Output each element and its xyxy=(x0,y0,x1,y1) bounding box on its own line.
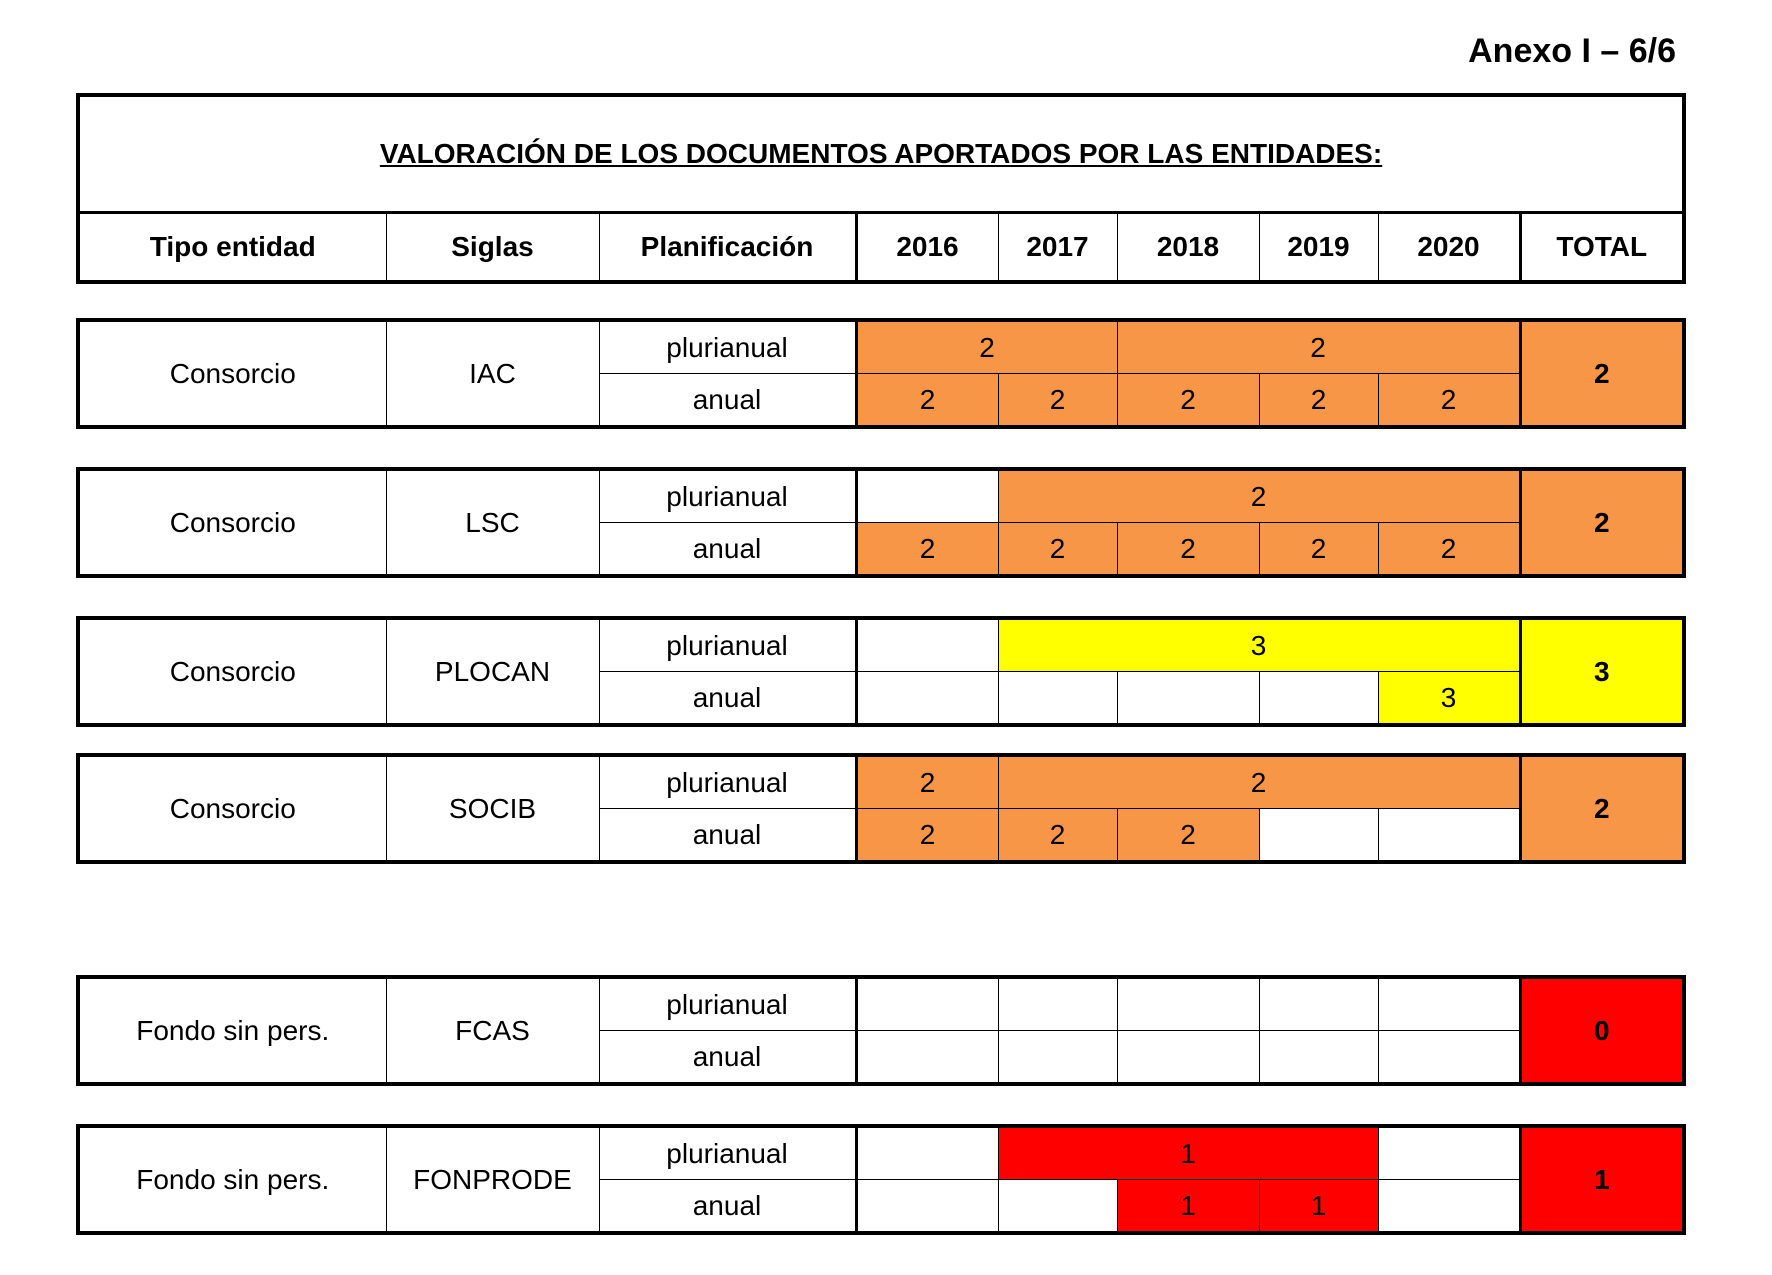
value-cell-anual xyxy=(1378,809,1520,863)
plan-label-plurianual: plurianual xyxy=(599,320,856,374)
value-cell-plurianual: 2 xyxy=(998,755,1520,809)
entity-tipo: Consorcio xyxy=(78,320,386,427)
header-year-2018: 2018 xyxy=(1117,213,1259,283)
entity-tipo: Consorcio xyxy=(78,755,386,862)
value-cell-plurianual: 1 xyxy=(998,1126,1378,1180)
header-siglas: Siglas xyxy=(386,213,599,283)
entity-tipo: Fondo sin pers. xyxy=(78,977,386,1084)
value-cell-plurianual xyxy=(1378,1126,1520,1180)
entity-siglas: LSC xyxy=(386,469,599,576)
value-cell-anual xyxy=(1259,1031,1378,1085)
value-cell-plurianual: 2 xyxy=(856,320,1117,374)
entity-tipo: Fondo sin pers. xyxy=(78,1126,386,1233)
value-cell-anual xyxy=(998,1031,1117,1085)
header-year-2020: 2020 xyxy=(1378,213,1520,283)
value-cell-anual xyxy=(998,1180,1117,1234)
entity-siglas: PLOCAN xyxy=(386,618,599,725)
plan-label-plurianual: plurianual xyxy=(599,755,856,809)
header-total: TOTAL xyxy=(1520,213,1684,283)
entity-total: 2 xyxy=(1520,469,1684,576)
header-tipo-entidad: Tipo entidad xyxy=(78,213,386,283)
plan-label-plurianual: plurianual xyxy=(599,618,856,672)
plan-label-anual: anual xyxy=(599,809,856,863)
value-cell-plurianual xyxy=(856,977,998,1031)
value-cell-anual: 1 xyxy=(1117,1180,1259,1234)
annex-label: Anexo I – 6/6 xyxy=(1468,32,1676,70)
header-year-2016: 2016 xyxy=(856,213,998,283)
entity-table-iac xyxy=(76,318,1686,429)
value-cell-plurianual xyxy=(1117,977,1259,1031)
value-cell-anual xyxy=(856,1031,998,1085)
value-cell-anual xyxy=(1259,672,1378,726)
value-cell-anual xyxy=(856,1180,998,1234)
plan-label-plurianual: plurianual xyxy=(599,469,856,523)
value-cell-plurianual xyxy=(1378,977,1520,1031)
entity-total: 1 xyxy=(1520,1126,1684,1233)
value-cell-plurianual: 3 xyxy=(998,618,1520,672)
value-cell-anual: 2 xyxy=(1259,523,1378,577)
page-title: VALORACIÓN DE LOS DOCUMENTOS APORTADOS POR LAS ENTIDADES: xyxy=(78,95,1684,213)
value-cell-anual xyxy=(1259,809,1378,863)
plan-label-anual: anual xyxy=(599,523,856,577)
value-cell-anual xyxy=(1378,1180,1520,1234)
entity-tipo: Consorcio xyxy=(78,469,386,576)
value-cell-anual xyxy=(1378,1031,1520,1085)
value-cell-anual xyxy=(1117,672,1259,726)
plan-label-anual: anual xyxy=(599,1031,856,1085)
entity-table-plocan xyxy=(76,616,1686,727)
header-table xyxy=(76,93,1686,284)
value-cell-plurianual: 2 xyxy=(1117,320,1520,374)
value-cell-plurianual xyxy=(1259,977,1378,1031)
value-cell-anual xyxy=(998,672,1117,726)
value-cell-anual: 2 xyxy=(1117,809,1259,863)
value-cell-anual: 2 xyxy=(1259,374,1378,428)
plan-label-anual: anual xyxy=(599,672,856,726)
value-cell-anual xyxy=(856,672,998,726)
value-cell-plurianual xyxy=(856,469,998,523)
value-cell-plurianual: 2 xyxy=(856,755,998,809)
value-cell-anual: 2 xyxy=(998,809,1117,863)
header-year-2017: 2017 xyxy=(998,213,1117,283)
entity-total: 2 xyxy=(1520,320,1684,427)
value-cell-plurianual xyxy=(998,977,1117,1031)
value-cell-anual: 2 xyxy=(1378,374,1520,428)
entity-table-lsc xyxy=(76,467,1686,578)
entity-total: 2 xyxy=(1520,755,1684,862)
entity-tipo: Consorcio xyxy=(78,618,386,725)
value-cell-plurianual: 2 xyxy=(998,469,1520,523)
entity-total: 3 xyxy=(1520,618,1684,725)
value-cell-anual: 2 xyxy=(856,523,998,577)
value-cell-anual: 2 xyxy=(998,523,1117,577)
entity-siglas: IAC xyxy=(386,320,599,427)
value-cell-anual xyxy=(1117,1031,1259,1085)
value-cell-anual: 2 xyxy=(1117,374,1259,428)
value-cell-anual: 2 xyxy=(998,374,1117,428)
value-cell-anual: 3 xyxy=(1378,672,1520,726)
plan-label-anual: anual xyxy=(599,374,856,428)
value-cell-anual: 1 xyxy=(1259,1180,1378,1234)
value-cell-plurianual xyxy=(856,618,998,672)
value-cell-plurianual xyxy=(856,1126,998,1180)
value-cell-anual: 2 xyxy=(1378,523,1520,577)
header-year-2019: 2019 xyxy=(1259,213,1378,283)
entity-siglas: FONPRODE xyxy=(386,1126,599,1233)
entity-table-fonprode xyxy=(76,1124,1686,1235)
entity-table-fcas xyxy=(76,975,1686,1086)
value-cell-anual: 2 xyxy=(856,374,998,428)
entity-table-socib xyxy=(76,753,1686,864)
entity-total: 0 xyxy=(1520,977,1684,1084)
plan-label-plurianual: plurianual xyxy=(599,1126,856,1180)
plan-label-anual: anual xyxy=(599,1180,856,1234)
entity-siglas: FCAS xyxy=(386,977,599,1084)
plan-label-plurianual: plurianual xyxy=(599,977,856,1031)
value-cell-anual: 2 xyxy=(1117,523,1259,577)
header-planificacion: Planificación xyxy=(599,213,856,283)
value-cell-anual: 2 xyxy=(856,809,998,863)
entity-siglas: SOCIB xyxy=(386,755,599,862)
